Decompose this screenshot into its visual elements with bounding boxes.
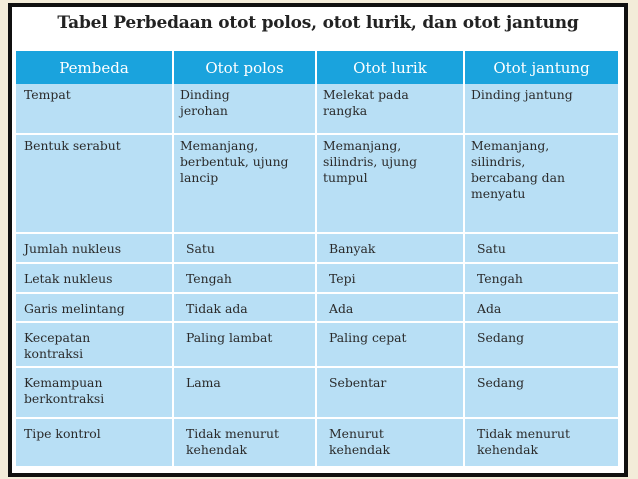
cell-text-line: rangka: [323, 103, 368, 118]
table-row: [16, 263, 618, 293]
cell-jantung: [464, 418, 618, 467]
cell-text-line: berbentuk, ujung: [180, 154, 289, 169]
cell-text-line: Sedang: [477, 330, 525, 345]
cell-text-line: Kecepatan: [24, 330, 91, 345]
table-body: [16, 84, 618, 467]
header-otot-jantung: Otot jantung: [464, 51, 618, 84]
cell-text-line: Tengah: [186, 271, 232, 286]
cell-lurik: [316, 322, 464, 367]
header-otot-polos: Otot polos: [173, 51, 316, 84]
table-row: [16, 84, 618, 134]
table-row: [16, 418, 618, 467]
cell-text-line: Satu: [477, 241, 506, 256]
cell-text-line: Lama: [186, 375, 221, 390]
cell-polos: [173, 233, 316, 263]
cell-text-line: Garis melintang: [24, 301, 125, 316]
row-label-cell: [16, 418, 173, 467]
table-row: [16, 322, 618, 367]
cell-text-line: Tepi: [329, 271, 356, 286]
row-label-cell: [16, 233, 173, 263]
cell-text-line: Melekat pada: [323, 87, 409, 102]
table-title: Tabel Perbedaan otot polos, otot lurik, dan otot jantung: [57, 13, 579, 33]
cell-polos: [173, 263, 316, 293]
cell-jantung: [464, 367, 618, 418]
cell-text-line: Kemampuan: [24, 375, 103, 390]
cell-jantung: [464, 233, 618, 263]
cell-text-line: kehendak: [329, 442, 390, 457]
row-label-cell: [16, 293, 173, 322]
cell-lurik: [316, 84, 464, 134]
cell-text-line: kontraksi: [24, 346, 84, 361]
cell-text-line: Tidak menurut: [477, 426, 570, 441]
cell-text-line: Paling lambat: [186, 330, 273, 345]
table-row: [16, 134, 618, 233]
cell-text-line: Banyak: [329, 241, 376, 256]
cell-text-line: Sedang: [477, 375, 525, 390]
slide-frame: [8, 3, 628, 477]
comparison-table: [16, 51, 618, 468]
cell-text-line: Dinding: [180, 87, 230, 102]
cell-polos: [173, 322, 316, 367]
cell-text-line: Memanjang,: [471, 138, 550, 153]
cell-text-line: silindris,: [471, 154, 526, 169]
cell-lurik: [316, 367, 464, 418]
header-pembeda: Pembeda: [16, 51, 173, 84]
cell-text-line: Sebentar: [329, 375, 387, 390]
cell-text-line: Ada: [477, 301, 502, 316]
cell-text-line: bercabang dan: [471, 170, 565, 185]
cell-text-line: Letak nukleus: [24, 271, 113, 286]
cell-text-line: jerohan: [180, 103, 228, 118]
row-label-cell: [16, 367, 173, 418]
cell-text-line: Satu: [186, 241, 215, 256]
cell-text-line: Paling cepat: [329, 330, 407, 345]
cell-text-line: kehendak: [186, 442, 247, 457]
table-header-row: [16, 51, 618, 84]
row-label-cell: [16, 134, 173, 233]
cell-text-line: Dinding jantung: [471, 87, 573, 102]
cell-text-line: Jumlah nukleus: [24, 241, 122, 256]
cell-text-line: Tidak menurut: [186, 426, 279, 441]
cell-text-line: berkontraksi: [24, 391, 105, 406]
cell-text-line: Memanjang,: [180, 138, 259, 153]
cell-jantung: [464, 134, 618, 233]
cell-text-line: Menurut: [329, 426, 384, 441]
cell-lurik: [316, 134, 464, 233]
cell-text-line: Ada: [329, 301, 354, 316]
table-row: [16, 233, 618, 263]
row-label-cell: [16, 322, 173, 367]
cell-lurik: [316, 418, 464, 467]
row-label-cell: [16, 263, 173, 293]
cell-polos: [173, 293, 316, 322]
cell-text-line: menyatu: [471, 186, 526, 201]
cell-polos: [173, 84, 316, 134]
cell-text-line: kehendak: [477, 442, 538, 457]
cell-jantung: [464, 84, 618, 134]
cell-polos: [173, 418, 316, 467]
table-row: [16, 367, 618, 418]
cell-text-line: Tidak ada: [186, 301, 248, 316]
cell-jantung: [464, 293, 618, 322]
cell-text-line: Bentuk serabut: [24, 138, 121, 153]
table-row: [16, 293, 618, 322]
cell-text-line: Tempat: [24, 87, 71, 102]
cell-text-line: tumpul: [323, 170, 368, 185]
row-label-cell: [16, 84, 173, 134]
slide-card: [12, 7, 624, 473]
cell-jantung: [464, 263, 618, 293]
cell-lurik: [316, 233, 464, 263]
cell-polos: [173, 134, 316, 233]
cell-jantung: [464, 322, 618, 367]
cell-polos: [173, 367, 316, 418]
cell-text-line: Tengah: [477, 271, 523, 286]
cell-text-line: lancip: [180, 170, 219, 185]
cell-text-line: Memanjang,: [323, 138, 402, 153]
cell-lurik: [316, 263, 464, 293]
header-otot-lurik: Otot lurik: [316, 51, 464, 84]
cell-lurik: [316, 293, 464, 322]
cell-text-line: Tipe kontrol: [24, 426, 101, 441]
cell-text-line: silindris, ujung: [323, 154, 417, 169]
